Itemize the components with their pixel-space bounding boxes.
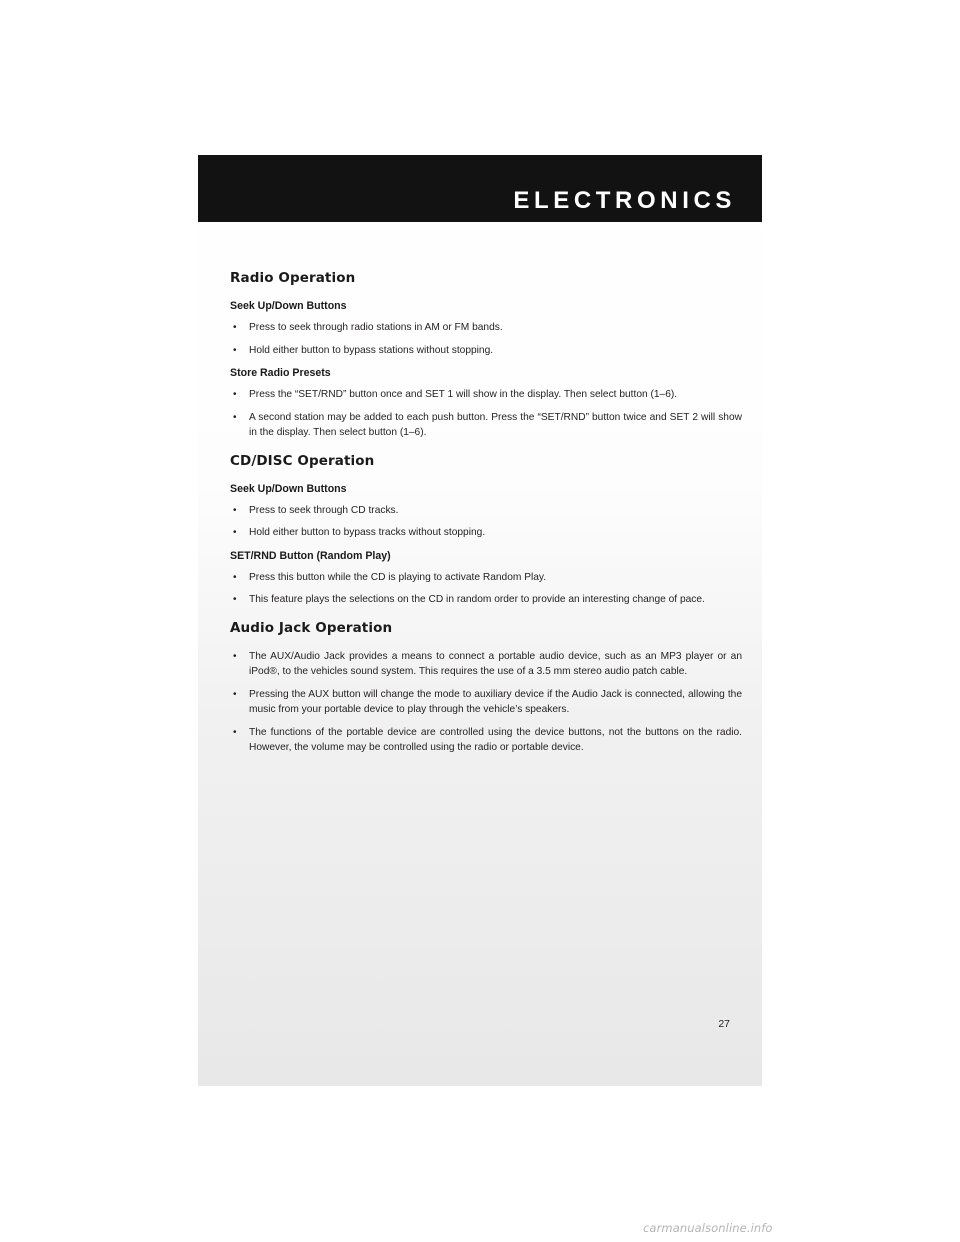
radio-operation-section (230, 270, 742, 441)
sub-heading: SET/RND Button (Random Play) (230, 549, 391, 562)
bullet-list (230, 503, 742, 541)
bullet-item: • Press to seek through radio stations in AM or FM bands. (230, 320, 742, 336)
bullet-item: • Pressing the AUX button will change the mode to auxiliary device if the Audio Jack is connected, allowing the music from your portable device to play through the vehicle’s speakers. (230, 687, 742, 718)
bullet-item: • Press the “SET/RND” button once and SET 1 will show in the display. Then select button (1–6). (230, 387, 742, 403)
watermark-text: carmanualsonline.info (643, 1221, 773, 1235)
section-heading: Radio Operation (230, 270, 356, 286)
section-title: ELECTRONICS (513, 187, 736, 214)
audio-jack-operation-section (230, 620, 742, 756)
section-heading: CD/DISC Operation (230, 452, 375, 469)
section-header-bar (198, 155, 762, 222)
manual-page (198, 155, 762, 1086)
bullet-item: • Press this button while the CD is playing to activate Random Play. (230, 570, 742, 586)
bullet-item: • A second station may be added to each push button. Press the “SET/RND” button twice and SET 2 will show in the display. Then select button (1–6). (230, 410, 742, 441)
bullet-item: • Hold either button to bypass stations without stopping. (230, 343, 742, 359)
page-number: 27 (718, 1018, 730, 1030)
bullet-item: • Press to seek through CD tracks. (230, 503, 742, 519)
bullet-list (230, 570, 742, 608)
bullet-item: • The functions of the portable device are controlled using the device buttons, not the buttons on the radio. However, the volume may be controlled using the radio or portable device. (230, 725, 742, 756)
sub-heading: Seek Up/Down Buttons (230, 482, 347, 495)
bullet-item: • This feature plays the selections on the CD in random order to provide an interesting change of pace. (230, 592, 742, 608)
sub-heading: Seek Up/Down Buttons (230, 300, 347, 312)
bullet-list (230, 387, 742, 441)
bullet-list (230, 320, 742, 358)
sub-heading: Store Radio Presets (230, 367, 331, 379)
cd-disc-operation-section (230, 453, 742, 608)
section-heading: Audio Jack Operation (230, 619, 393, 636)
page-content (230, 270, 742, 768)
bullet-item: • The AUX/Audio Jack provides a means to connect a portable audio device, such as an MP3 player or an iPod®, to the vehicles sound system. This requires the use of a 3.5 mm stereo audio patch cable. (230, 649, 742, 680)
bullet-list (230, 649, 742, 756)
bullet-item: • Hold either button to bypass tracks without stopping. (230, 525, 742, 541)
